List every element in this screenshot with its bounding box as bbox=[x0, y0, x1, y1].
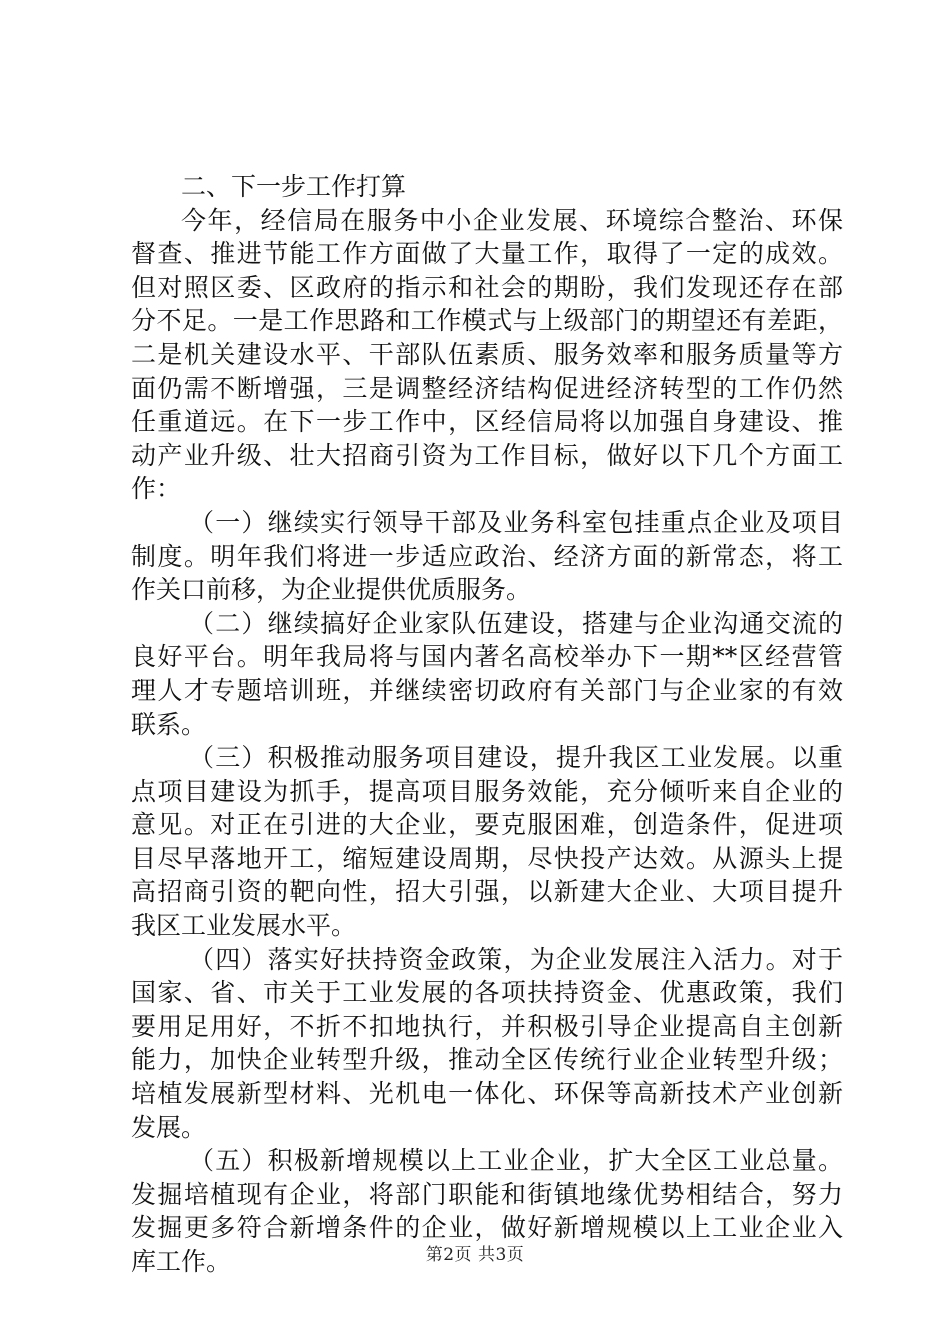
paragraph-line: 面仍需不断增强，三是调整经济结构促进经济转型的工作仍然 bbox=[131, 373, 843, 403]
paragraph-line: 意见。对正在引进的大企业，要克服困难，创造条件，促进项 bbox=[131, 810, 843, 840]
paragraph-line: 我区工业发展水平。 bbox=[131, 911, 357, 941]
paragraph-line: （一）继续实行领导干部及业务科室包挂重点企业及项目 bbox=[189, 507, 843, 537]
paragraph-line: （二）继续搞好企业家队伍建设，搭建与企业沟通交流的 bbox=[189, 608, 843, 638]
paragraph-line: 点项目建设为抓手，提高项目服务效能，充分倾听来自企业的 bbox=[131, 776, 843, 806]
paragraph-line: 分不足。一是工作思路和工作模式与上级部门的期望还有差距， bbox=[131, 306, 843, 336]
paragraph-line: 高招商引资的靶向性，招大引强，以新建大企业、大项目提升 bbox=[131, 877, 843, 907]
page-footer: 第2页 共3页 bbox=[425, 1245, 525, 1265]
paragraph-line: 要用足用好，不折不扣地执行，并积极引导企业提高自主创新 bbox=[131, 1011, 843, 1041]
paragraph-line: 国家、省、市关于工业发展的各项扶持资金、优惠政策，我们 bbox=[131, 978, 843, 1008]
paragraph-line: 联系。 bbox=[131, 709, 207, 739]
paragraph-line: 发掘更多符合新增条件的企业，做好新增规模以上工业企业入 bbox=[131, 1213, 843, 1243]
paragraph-line: 今年，经信局在服务中小企业发展、环境综合整治、环保 bbox=[181, 205, 843, 235]
paragraph-line: 库工作。 bbox=[131, 1247, 232, 1276]
document-body bbox=[131, 170, 843, 1279]
paragraph-line: 制度。明年我们将进一步适应政治、经济方面的新常态，将工 bbox=[131, 541, 843, 571]
paragraph-line: 理人才专题培训班，并继续密切政府有关部门与企业家的有效 bbox=[131, 675, 843, 705]
paragraph-line: 动产业升级、壮大招商引资为工作目标，做好以下几个方面工 bbox=[131, 440, 843, 470]
paragraph-line: 目尽早落地开工，缩短建设周期，尽快投产达效。从源头上提 bbox=[131, 843, 843, 873]
paragraph-line: 能力，加快企业转型升级，推动全区传统行业企业转型升级； bbox=[131, 1045, 843, 1075]
section-heading: 二、下一步工作打算 bbox=[181, 172, 407, 201]
paragraph-line: 发展。 bbox=[131, 1112, 207, 1142]
paragraph-line: 作： bbox=[131, 474, 182, 504]
paragraph-line: 发掘培植现有企业，将部门职能和街镇地缘优势相结合，努力 bbox=[131, 1179, 843, 1209]
paragraph-line: 良好平台。明年我局将与国内著名高校举办下一期**区经营管 bbox=[131, 642, 843, 672]
paragraph-line: 作关口前移，为企业提供优质服务。 bbox=[131, 575, 532, 605]
paragraph-line: （四）落实好扶持资金政策，为企业发展注入活力。对于 bbox=[189, 944, 843, 974]
paragraph-line: 二是机关建设水平、干部队伍素质、服务效率和服务质量等方 bbox=[131, 339, 843, 369]
paragraph-line: （五）积极新增规模以上工业企业，扩大全区工业总量。 bbox=[189, 1146, 843, 1176]
paragraph-line: 培植发展新型材料、光机电一体化、环保等高新技术产业创新 bbox=[131, 1079, 843, 1109]
paragraph-line: 督查、推进节能工作方面做了大量工作，取得了一定的成效。 bbox=[131, 239, 843, 269]
paragraph-line: 任重道远。在下一步工作中，区经信局将以加强自身建设、推 bbox=[131, 407, 843, 437]
paragraph-line: （三）积极推动服务项目建设，提升我区工业发展。以重 bbox=[189, 743, 843, 773]
paragraph-line: 但对照区委、区政府的指示和社会的期盼，我们发现还存在部 bbox=[131, 272, 843, 302]
